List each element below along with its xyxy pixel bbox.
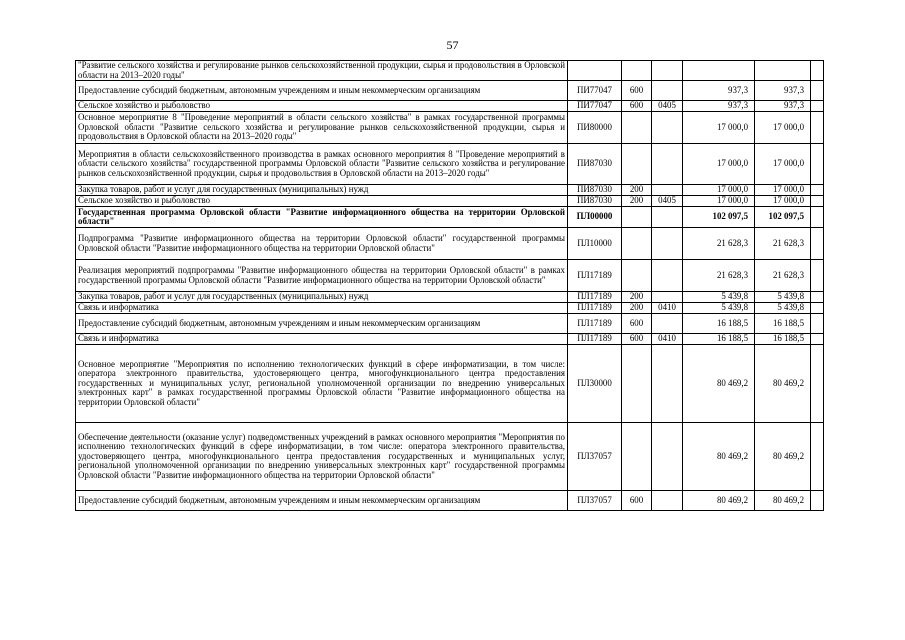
- amount-cell: 21 628,3: [755, 260, 811, 292]
- empty-cell: [811, 228, 824, 260]
- amount-cell: 937,3: [683, 81, 755, 101]
- amount-cell: 102 097,5: [683, 207, 755, 228]
- empty-cell: [811, 260, 824, 292]
- row-description: Государственная программа Орловской области "Развитие информационного общества на территории Орловской области": [76, 207, 568, 228]
- amount-cell: 80 469,2: [755, 491, 811, 511]
- amount-cell: 80 469,2: [683, 491, 755, 511]
- amount-cell: [683, 61, 755, 81]
- amount-cell: 80 469,2: [755, 423, 811, 491]
- section-cell: [652, 81, 683, 101]
- section-cell: [652, 314, 683, 334]
- section-cell: 0405: [652, 196, 683, 207]
- empty-cell: [811, 303, 824, 314]
- table-row: [76, 61, 824, 81]
- amount-cell: 937,3: [683, 101, 755, 112]
- empty-cell: [811, 292, 824, 303]
- expense-type-cell: 200: [622, 303, 652, 314]
- amount-cell: 17 000,0: [683, 144, 755, 185]
- amount-cell: 16 188,5: [683, 334, 755, 345]
- empty-cell: [811, 185, 824, 196]
- section-cell: [652, 345, 683, 423]
- target-code-cell: ПЛ17189: [568, 260, 622, 292]
- row-description: Закупка товаров, работ и услуг для государственных (муниципальных) нужд: [76, 292, 568, 303]
- amount-cell: 80 469,2: [683, 345, 755, 423]
- table-row: [76, 491, 824, 511]
- amount-cell: 937,3: [755, 81, 811, 101]
- expense-type-cell: [622, 423, 652, 491]
- row-description: Связь и информатика: [76, 303, 568, 314]
- section-cell: [652, 112, 683, 144]
- amount-cell: 102 097,5: [755, 207, 811, 228]
- amount-cell: 5 439,8: [755, 292, 811, 303]
- row-description: Обеспечение деятельности (оказание услуг) подведомственных учреждений в рамках основного мероприятия "Мероприятия по исполнению технологических функций в сфере информатизации, в том числе: оператора электронного правительства, удостоверяющего центра, многофункционального центра предоставления государственных и муниципальных услуг, региональной уполномоченной организации по внедрению универсальных электронных карт" государственной программы Орловской области "Развитие информационного общества на территории Орловской области": [76, 423, 568, 491]
- expense-type-cell: [622, 61, 652, 81]
- row-description: Предоставление субсидий бюджетным, автономным учреждениям и иным некоммерческим организациям: [76, 491, 568, 511]
- table-row: [76, 185, 824, 196]
- empty-cell: [811, 81, 824, 101]
- target-code-cell: ПЛ17189: [568, 314, 622, 334]
- amount-cell: 5 439,8: [755, 303, 811, 314]
- amount-cell: [755, 61, 811, 81]
- amount-cell: 21 628,3: [683, 228, 755, 260]
- expense-type-cell: 200: [622, 185, 652, 196]
- row-description: Подпрограмма "Развитие информационного общества на территории Орловской области" государственной программы Орловской области "Развитие информационного общества на территории Орловской области": [76, 228, 568, 260]
- expense-type-cell: [622, 144, 652, 185]
- section-cell: [652, 207, 683, 228]
- table-row: [76, 101, 824, 112]
- amount-cell: 17 000,0: [755, 185, 811, 196]
- row-description: Основное мероприятие 8 "Проведение мероприятий в области сельского хозяйства" в рамках государственной программы Орловской области "Развитие сельского хозяйства и регулирование рынков сельскохозяйственной продукции, сырья и продовольствия в Орловской области на 2013–2020 годы": [76, 112, 568, 144]
- empty-cell: [811, 207, 824, 228]
- amount-cell: 17 000,0: [683, 112, 755, 144]
- table-row: [76, 196, 824, 207]
- row-description: Реализация мероприятий подпрограммы "Развитие информационного общества на территории Орловской области" в рамках государственной программы Орловской области "Развитие информационного общества на территории Орловской области": [76, 260, 568, 292]
- table-row: [76, 334, 824, 345]
- row-description: Сельское хозяйство и рыболовство: [76, 101, 568, 112]
- target-code-cell: ПИ87030: [568, 196, 622, 207]
- target-code-cell: ПЛ17189: [568, 334, 622, 345]
- row-description: Связь и информатика: [76, 334, 568, 345]
- expense-type-cell: 600: [622, 101, 652, 112]
- target-code-cell: ПЛ17189: [568, 303, 622, 314]
- target-code-cell: ПЛ10000: [568, 228, 622, 260]
- expense-type-cell: 600: [622, 491, 652, 511]
- amount-cell: 17 000,0: [683, 185, 755, 196]
- table-row: [76, 144, 824, 185]
- page-number: 57: [446, 38, 459, 52]
- empty-cell: [811, 61, 824, 81]
- amount-cell: 5 439,8: [683, 303, 755, 314]
- amount-cell: 17 000,0: [683, 196, 755, 207]
- budget-table: [75, 60, 824, 511]
- section-cell: 0410: [652, 303, 683, 314]
- row-description: Основное мероприятие "Мероприятия по исполнению технологических функций в сфере информатизации, в том числе: оператора электронного правительства, удостоверяющего центра, многофункционального центра предоставления государственных и муниципальных услуг, региональной уполномоченной организации по внедрению универсальных электронных карт" в рамках государственной программы Орловской области "Развитие информационного общества на территории Орловской области": [76, 345, 568, 423]
- amount-cell: 80 469,2: [755, 345, 811, 423]
- row-description: Предоставление субсидий бюджетным, автономным учреждениям и иным некоммерческим организациям: [76, 314, 568, 334]
- expense-type-cell: [622, 207, 652, 228]
- amount-cell: 937,3: [755, 101, 811, 112]
- target-code-cell: ПЛ17189: [568, 292, 622, 303]
- amount-cell: 21 628,3: [683, 260, 755, 292]
- amount-cell: 17 000,0: [755, 144, 811, 185]
- table-row: [76, 112, 824, 144]
- section-cell: 0405: [652, 101, 683, 112]
- expense-type-cell: [622, 112, 652, 144]
- empty-cell: [811, 345, 824, 423]
- section-cell: 0410: [652, 334, 683, 345]
- target-code-cell: [568, 61, 622, 81]
- empty-cell: [811, 423, 824, 491]
- target-code-cell: ПИ87030: [568, 185, 622, 196]
- row-description: Предоставление субсидий бюджетным, автономным учреждениям и иным некоммерческим организациям: [76, 81, 568, 101]
- table-row: [76, 345, 824, 423]
- section-cell: [652, 144, 683, 185]
- expense-type-cell: [622, 345, 652, 423]
- section-cell: [652, 292, 683, 303]
- table-row: [76, 314, 824, 334]
- amount-cell: 16 188,5: [683, 314, 755, 334]
- target-code-cell: ПИ87030: [568, 144, 622, 185]
- target-code-cell: ПЛ37057: [568, 491, 622, 511]
- expense-type-cell: 600: [622, 334, 652, 345]
- target-code-cell: ПЛ30000: [568, 345, 622, 423]
- empty-cell: [811, 334, 824, 345]
- target-code-cell: ПЛ00000: [568, 207, 622, 228]
- expense-type-cell: 200: [622, 292, 652, 303]
- empty-cell: [811, 314, 824, 334]
- table-row: [76, 81, 824, 101]
- table-row: [76, 207, 824, 228]
- empty-cell: [811, 491, 824, 511]
- amount-cell: 21 628,3: [755, 228, 811, 260]
- expense-type-cell: 600: [622, 81, 652, 101]
- section-cell: [652, 491, 683, 511]
- budget-table-body: [76, 61, 824, 511]
- amount-cell: 16 188,5: [755, 314, 811, 334]
- amount-cell: 16 188,5: [755, 334, 811, 345]
- row-description: "Развитие сельского хозяйства и регулирование рынков сельскохозяйственной продукции, сырья и продовольствия в Орловской области на 2013–2020 годы": [76, 61, 568, 81]
- table-row: [76, 228, 824, 260]
- table-row: [76, 423, 824, 491]
- table-row: [76, 303, 824, 314]
- expense-type-cell: [622, 228, 652, 260]
- row-description: Сельское хозяйство и рыболовство: [76, 196, 568, 207]
- section-cell: [652, 260, 683, 292]
- target-code-cell: ПИ77047: [568, 81, 622, 101]
- target-code-cell: ПИ77047: [568, 101, 622, 112]
- section-cell: [652, 61, 683, 81]
- row-description: Мероприятия в области сельскохозяйственного производства в рамках основного мероприятия 8 "Проведение мероприятий в области сельского хозяйства" государственной программы Орловской области "Развитие сельского хозяйства и регулирование рынков сельскохозяйственной продукции, сырья и продовольствия в Орловской области на 2013–2020 годы": [76, 144, 568, 185]
- amount-cell: 80 469,2: [683, 423, 755, 491]
- amount-cell: 17 000,0: [755, 196, 811, 207]
- expense-type-cell: 200: [622, 196, 652, 207]
- empty-cell: [811, 112, 824, 144]
- table-row: [76, 292, 824, 303]
- amount-cell: 5 439,8: [683, 292, 755, 303]
- target-code-cell: ПЛ37057: [568, 423, 622, 491]
- expense-type-cell: [622, 260, 652, 292]
- row-description: Закупка товаров, работ и услуг для государственных (муниципальных) нужд: [76, 185, 568, 196]
- section-cell: [652, 228, 683, 260]
- section-cell: [652, 423, 683, 491]
- amount-cell: 17 000,0: [755, 112, 811, 144]
- table-row: [76, 260, 824, 292]
- section-cell: [652, 185, 683, 196]
- expense-type-cell: 600: [622, 314, 652, 334]
- target-code-cell: ПИ80000: [568, 112, 622, 144]
- empty-cell: [811, 196, 824, 207]
- empty-cell: [811, 144, 824, 185]
- empty-cell: [811, 101, 824, 112]
